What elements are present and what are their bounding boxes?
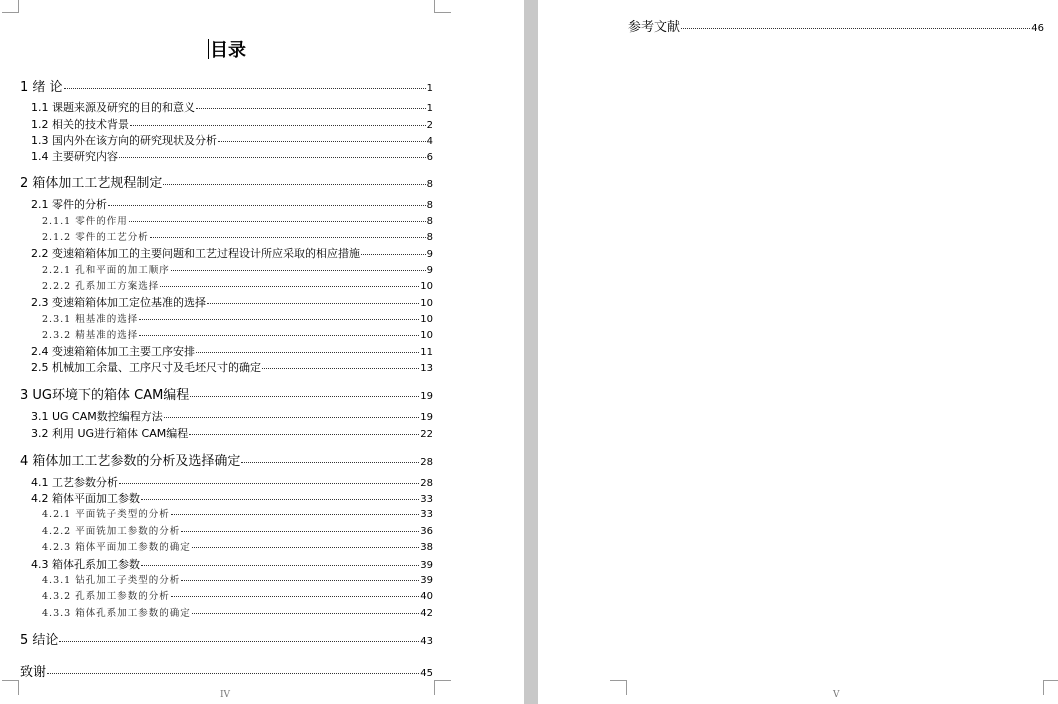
- toc-entry-text: 1 绪 论: [20, 80, 63, 95]
- toc-title[interactable]: [0, 36, 454, 62]
- dot-leader: [130, 125, 426, 126]
- toc-entry[interactable]: [42, 311, 433, 325]
- toc-entry-page: 10: [420, 330, 433, 341]
- toc-entry-text: 2 箱体加工工艺规程制定: [20, 176, 163, 191]
- toc-entry-text: 4.1 工艺参数分析: [31, 476, 118, 489]
- toc-entry-page: 43: [420, 636, 433, 647]
- dot-leader: [141, 499, 419, 500]
- toc-entry-text: 2.1 零件的分析: [31, 198, 107, 211]
- crop-mark-bottom-right: [1043, 680, 1058, 695]
- toc-entry-page: 22: [420, 429, 433, 440]
- toc-entry-page: 38: [420, 542, 433, 553]
- toc-entry-page: 10: [420, 314, 433, 325]
- toc-entry[interactable]: [42, 572, 433, 586]
- toc-entry[interactable]: [31, 294, 433, 310]
- toc-entry-text: 4.2.2 平面铣加工参数的分析: [42, 526, 181, 537]
- toc-entry-page: 8: [426, 216, 433, 227]
- toc-entry[interactable]: [20, 384, 433, 403]
- toc-entry-page: 36: [420, 526, 433, 537]
- toc-entry-text: 4 箱体加工工艺参数的分析及选择确定: [20, 454, 241, 469]
- dot-leader: [181, 531, 419, 532]
- toc-entry-page: 42: [420, 608, 433, 619]
- toc-entry[interactable]: [20, 629, 433, 648]
- toc-entry-page: 9: [426, 249, 433, 260]
- toc-entry-page: 10: [420, 298, 433, 309]
- dot-leader: [361, 254, 426, 255]
- dot-leader: [141, 565, 419, 566]
- toc-entry-text: 2.5 机械加工余量、工序尺寸及毛坯尺寸的确定: [31, 361, 261, 374]
- toc-entry[interactable]: [31, 343, 433, 359]
- toc-entry[interactable]: [42, 506, 433, 520]
- toc-entry-text: 2.1.2 零件的工艺分析: [42, 232, 149, 243]
- toc-entry[interactable]: [31, 116, 433, 132]
- toc-entry-text: 2.2 变速箱箱体加工的主要问题和工艺过程设计所应采取的相应措施: [31, 247, 360, 260]
- toc-entry-page: 10: [420, 281, 433, 292]
- dot-leader: [171, 596, 420, 597]
- toc-entry-text: 2.3.2 精基准的选择: [42, 330, 139, 341]
- dot-leader: [139, 335, 419, 336]
- toc-entry-text: 1.1 课题来源及研究的目的和意义: [31, 101, 195, 114]
- right-page: [538, 0, 1058, 704]
- toc-entry-text: 2.3 变速箱箱体加工定位基准的选择: [31, 296, 206, 309]
- dot-leader: [119, 157, 426, 158]
- toc-entry-text: 4.3 箱体孔系加工参数: [31, 558, 140, 571]
- dot-leader: [171, 514, 420, 515]
- toc-entry-page: 19: [420, 391, 433, 402]
- toc-entry-text: 4.2.3 箱体平面加工参数的确定: [42, 542, 191, 553]
- toc-entry-page: 1: [426, 83, 433, 94]
- toc-entry-page: 33: [420, 509, 433, 520]
- dot-leader: [681, 28, 1030, 29]
- dot-leader: [218, 141, 426, 142]
- toc-entry-page: 6: [426, 152, 433, 163]
- dot-leader: [139, 319, 419, 320]
- toc-entry-text: 5 结论: [20, 633, 59, 648]
- toc-entry-text: 4.2.1 平面铣子类型的分析: [42, 509, 170, 520]
- dot-leader: [207, 303, 419, 304]
- toc-entry-page: 28: [420, 478, 433, 489]
- toc-entry-page: 39: [420, 560, 433, 571]
- dot-leader: [262, 368, 419, 369]
- toc-entry[interactable]: [42, 523, 433, 537]
- dot-leader: [59, 641, 419, 642]
- dot-leader: [190, 396, 419, 397]
- toc-entry[interactable]: [31, 474, 433, 490]
- toc-entry-page: 46: [1031, 23, 1044, 34]
- crop-mark-top-left: [2, 0, 19, 13]
- toc-entry-page: 11: [420, 347, 433, 358]
- crop-mark-top-right: [434, 0, 451, 13]
- toc-entry[interactable]: [31, 408, 433, 424]
- toc-entry-references[interactable]: [628, 16, 1044, 35]
- toc-entry[interactable]: [42, 278, 433, 292]
- toc-entry-page: 8: [426, 179, 433, 190]
- dot-leader: [119, 483, 419, 484]
- toc-entry-text: 参考文献: [628, 20, 681, 35]
- toc-entry-page: 8: [426, 200, 433, 211]
- toc-entry[interactable]: [42, 588, 433, 602]
- dot-leader: [160, 286, 419, 287]
- toc-entry-text: 4.3.1 钻孔加工子类型的分析: [42, 575, 181, 586]
- crop-mark-bottom-left: [2, 680, 19, 695]
- dot-leader: [108, 205, 426, 206]
- dot-leader: [129, 221, 426, 222]
- toc-entry[interactable]: [42, 262, 433, 276]
- toc-entry-text: 4.3.3 箱体孔系加工参数的确定: [42, 608, 191, 619]
- toc-entry-page: 13: [420, 363, 433, 374]
- toc-entry[interactable]: [42, 605, 433, 619]
- dot-leader: [192, 613, 420, 614]
- crop-mark-bottom-left: [610, 680, 627, 695]
- text-cursor: [208, 39, 209, 59]
- toc-entry-text: 1.2 相关的技术背景: [31, 118, 129, 131]
- dot-leader: [181, 580, 419, 581]
- toc-entry-page: 40: [420, 591, 433, 602]
- toc-entry-page: 19: [420, 412, 433, 423]
- toc-entry[interactable]: [31, 359, 433, 375]
- toc-entry[interactable]: [42, 213, 433, 227]
- toc-entry[interactable]: [20, 450, 433, 469]
- dot-leader: [164, 417, 420, 418]
- toc-entry-text: 2.3.1 粗基准的选择: [42, 314, 139, 325]
- toc-entry-text: 4.2 箱体平面加工参数: [31, 492, 140, 505]
- toc-entry-text: 3 UG环境下的箱体 CAM编程: [20, 388, 190, 403]
- dot-leader: [196, 352, 419, 353]
- toc-title-text: 目录: [210, 40, 246, 61]
- toc-entry-page: 4: [426, 136, 433, 147]
- toc-entry-page: 1: [426, 103, 433, 114]
- toc-entry-page: 9: [426, 265, 433, 276]
- toc-entry-text: 1.3 国内外在该方向的研究现状及分析: [31, 134, 217, 147]
- left-page: [0, 0, 524, 704]
- toc-entry-text: 3.1 UG CAM数控编程方法: [31, 410, 163, 423]
- toc-entry-page: 2: [426, 120, 433, 131]
- toc-entry[interactable]: [42, 327, 433, 341]
- dot-leader: [171, 270, 426, 271]
- toc-entry[interactable]: [31, 196, 433, 212]
- toc-entry-text: 2.4 变速箱箱体加工主要工序安排: [31, 345, 195, 358]
- toc-entry-text: 致谢: [20, 665, 47, 680]
- toc-entry[interactable]: [31, 99, 433, 115]
- toc-entry[interactable]: [31, 425, 433, 441]
- dot-leader: [241, 462, 419, 463]
- toc-entry-text: 3.2 利用 UG进行箱体 CAM编程: [31, 427, 189, 440]
- toc-entry[interactable]: [20, 76, 433, 95]
- page-gutter: [524, 0, 538, 704]
- toc-entry-text: 4.3.2 孔系加工参数的分析: [42, 591, 170, 602]
- dot-leader: [192, 547, 420, 548]
- toc-entry[interactable]: [31, 245, 433, 261]
- dot-leader: [163, 184, 425, 185]
- toc-entry[interactable]: [31, 132, 433, 148]
- toc-entry-text: 2.2.2 孔系加工方案选择: [42, 281, 160, 292]
- toc-entry-text: 1.4 主要研究内容: [31, 150, 118, 163]
- dot-leader: [47, 673, 419, 674]
- crop-mark-bottom-right: [434, 680, 451, 695]
- toc-entry[interactable]: [42, 539, 433, 553]
- toc-entry-text: 2.1.1 零件的作用: [42, 216, 128, 227]
- page-number-footer: IV: [220, 690, 231, 700]
- toc-entry-page: 45: [420, 668, 433, 679]
- toc-entry[interactable]: [31, 490, 433, 506]
- toc-entry[interactable]: [20, 172, 433, 191]
- dot-leader: [64, 88, 426, 89]
- toc-entry-page: 39: [420, 575, 433, 586]
- dot-leader: [150, 237, 426, 238]
- dot-leader: [189, 434, 419, 435]
- toc-entry[interactable]: [20, 661, 433, 680]
- toc-entry-page: 33: [420, 494, 433, 505]
- toc-entry-page: 28: [420, 457, 433, 468]
- toc-entry[interactable]: [31, 148, 433, 164]
- toc-entry-text: 2.2.1 孔和平面的加工顺序: [42, 265, 170, 276]
- toc-entry[interactable]: [31, 556, 433, 572]
- toc-entry-page: 8: [426, 232, 433, 243]
- toc-entry[interactable]: [42, 229, 433, 243]
- dot-leader: [196, 108, 426, 109]
- page-number-footer: V: [833, 690, 840, 700]
